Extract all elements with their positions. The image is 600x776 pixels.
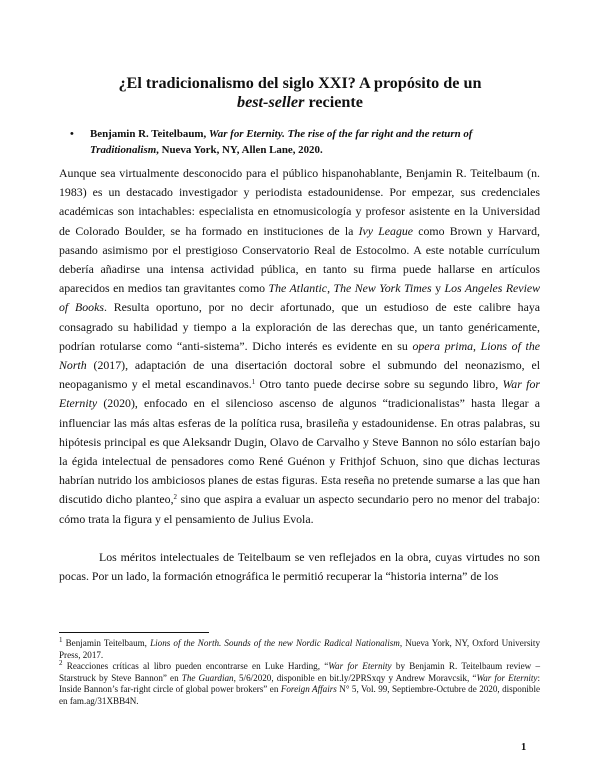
text-run: sino que aspira a evaluar un aspecto secundario pero no menor del trabajo: cómo trata la figura y el pensamiento de Julius Evola. [59, 492, 540, 526]
paragraph-1 [59, 164, 540, 529]
text-run: . Resulta oportuno, por no decir afortunado, que un estudioso de este calibre haya consagrado su habilidad y tiempo a la exploración de las derechas que, un tanto genéricamente, podrían rotularse como “anti-sistema”. Dicho interés es evidente en su [59, 300, 541, 353]
italic-run: Foreign Affairs [280, 684, 337, 695]
italic-run: Lions of the North. Sounds of the new Nordic Radical Nationalism [150, 638, 400, 648]
italic-run: War for Eternity [328, 661, 392, 672]
text-run: Reacciones críticas al libro pueden encontrarse en Luke Harding, “ [62, 661, 329, 672]
italic-run: War for Eternity [59, 377, 540, 411]
italic-run: The Atlantic [268, 281, 328, 296]
page-number: 1 [521, 742, 527, 753]
italic-run: The Guardian [181, 672, 234, 683]
footnote-ref-2[interactable]: 2 [173, 493, 178, 502]
text-run: , [473, 338, 481, 353]
footnote-number: 1 [59, 636, 63, 644]
text-run: , 5/6/2020, disponible en bit.ly/2PRSxqy y Andrew Moravcsik, “ [233, 672, 477, 683]
footnote-ref-1[interactable]: 1 [251, 378, 256, 387]
title-line-1: ¿El tradicionalismo del siglo XXI? A propósito de un [118, 74, 482, 92]
text-run: , Nueva York, NY, Oxford University Press, 2017. [59, 638, 540, 660]
article-title [60, 74, 540, 112]
footnote-1 [59, 638, 540, 661]
footnote-number: 2 [59, 659, 63, 668]
footnote-2 [59, 661, 540, 707]
title-italic-term: best-seller [236, 93, 305, 111]
text-run: Otro tanto puede decirse sobre su segundo libro, [255, 377, 503, 392]
text-run: N° 5, Vol. 99, Septiembre-Octubre de 2020, disponible en fam.ag/31XBB4N. [59, 684, 541, 706]
text-run: , [327, 281, 334, 296]
book-reference [70, 126, 540, 158]
paragraph-2: Los méritos intelectuales de Teitelbaum se ven reflejados en la obra, cuyas virtudes no son pocas. Por un lado, la formación etnográfica le permitió recuperar la “historia interna” de los [59, 549, 540, 584]
text-run: como Brown y Harvard, pasando asimismo por el prestigioso Conservatorio Real de Estocolmo. A este notable currículum debería añadirse una intensa actividad pública, en tanto su firma puede hallarse en artículos aparecidos en medios tan gravitantes como [59, 223, 540, 296]
title-line-2 [60, 93, 540, 112]
italic-run: Lions of the North [59, 338, 541, 373]
italic-run: opera prima [412, 338, 474, 353]
reference-publisher: , Nueva York, NY, Allen Lane, 2020. [156, 144, 323, 156]
reference-author: Benjamin R. Teitelbaum, [90, 128, 209, 140]
text-run: y [431, 281, 445, 296]
italic-run: War for Eternity [476, 672, 538, 683]
text-run: Benjamin Teitelbaum, [62, 638, 151, 648]
footnote-divider [59, 632, 209, 633]
italic-run: Los Angeles Review of Books [59, 281, 541, 315]
text-run: : Inside Bannon’s far-right circle of global power brokers” en [59, 672, 540, 695]
bullet-icon: • [70, 128, 74, 140]
text-run: by Benjamin R. Teitelbaum review – Starstruck by Steve Bannon” en [59, 661, 541, 683]
text-run: Aunque sea virtualmente desconocido para el público hispanohablante, Benjamin R. Teitelbaum (n. 1983) es un destacado investigador y periodista estadounidense. Por empezar, sus credenciales académicas son intachables: especialista en etnomusicología y profesor asistente en la Universidad de Colorado Boulder, se ha formado en instituciones de la [59, 166, 540, 238]
reference-work-title: War for Eternity. The rise of the far right and the return of Traditionalism [90, 128, 473, 156]
text-run: (2017), adaptación de una disertación doctoral sobre el submundo del neonazismo, el neopaganismo y el metal escandinavos. [59, 358, 540, 392]
italic-run: Ivy League [358, 223, 414, 238]
footnotes [59, 638, 540, 708]
italic-run: The New York Times [333, 281, 432, 296]
title-line-2-rest: reciente [304, 93, 363, 111]
text-run: (2020), enfocado en el silencioso ascenso de algunos “tradicionalistas” hasta llegar a influenciar las más altas esferas de la política rusa, brasileña y estadounidense. En otras palabras, su hipótesis principal es que Aleksandr Dugin, Olavo de Carvalho y Steve Bannon no sólo estarían bajo la égida intelectual de pensadores como René Guénon y Frithjof Schuon, sino que dichas lecturas habrían nutrido los ambiciosos planes de estas figuras. Esta reseña no pretende sumarse a las que han discutido dicho planteo, [59, 396, 540, 507]
article-body [59, 164, 540, 586]
